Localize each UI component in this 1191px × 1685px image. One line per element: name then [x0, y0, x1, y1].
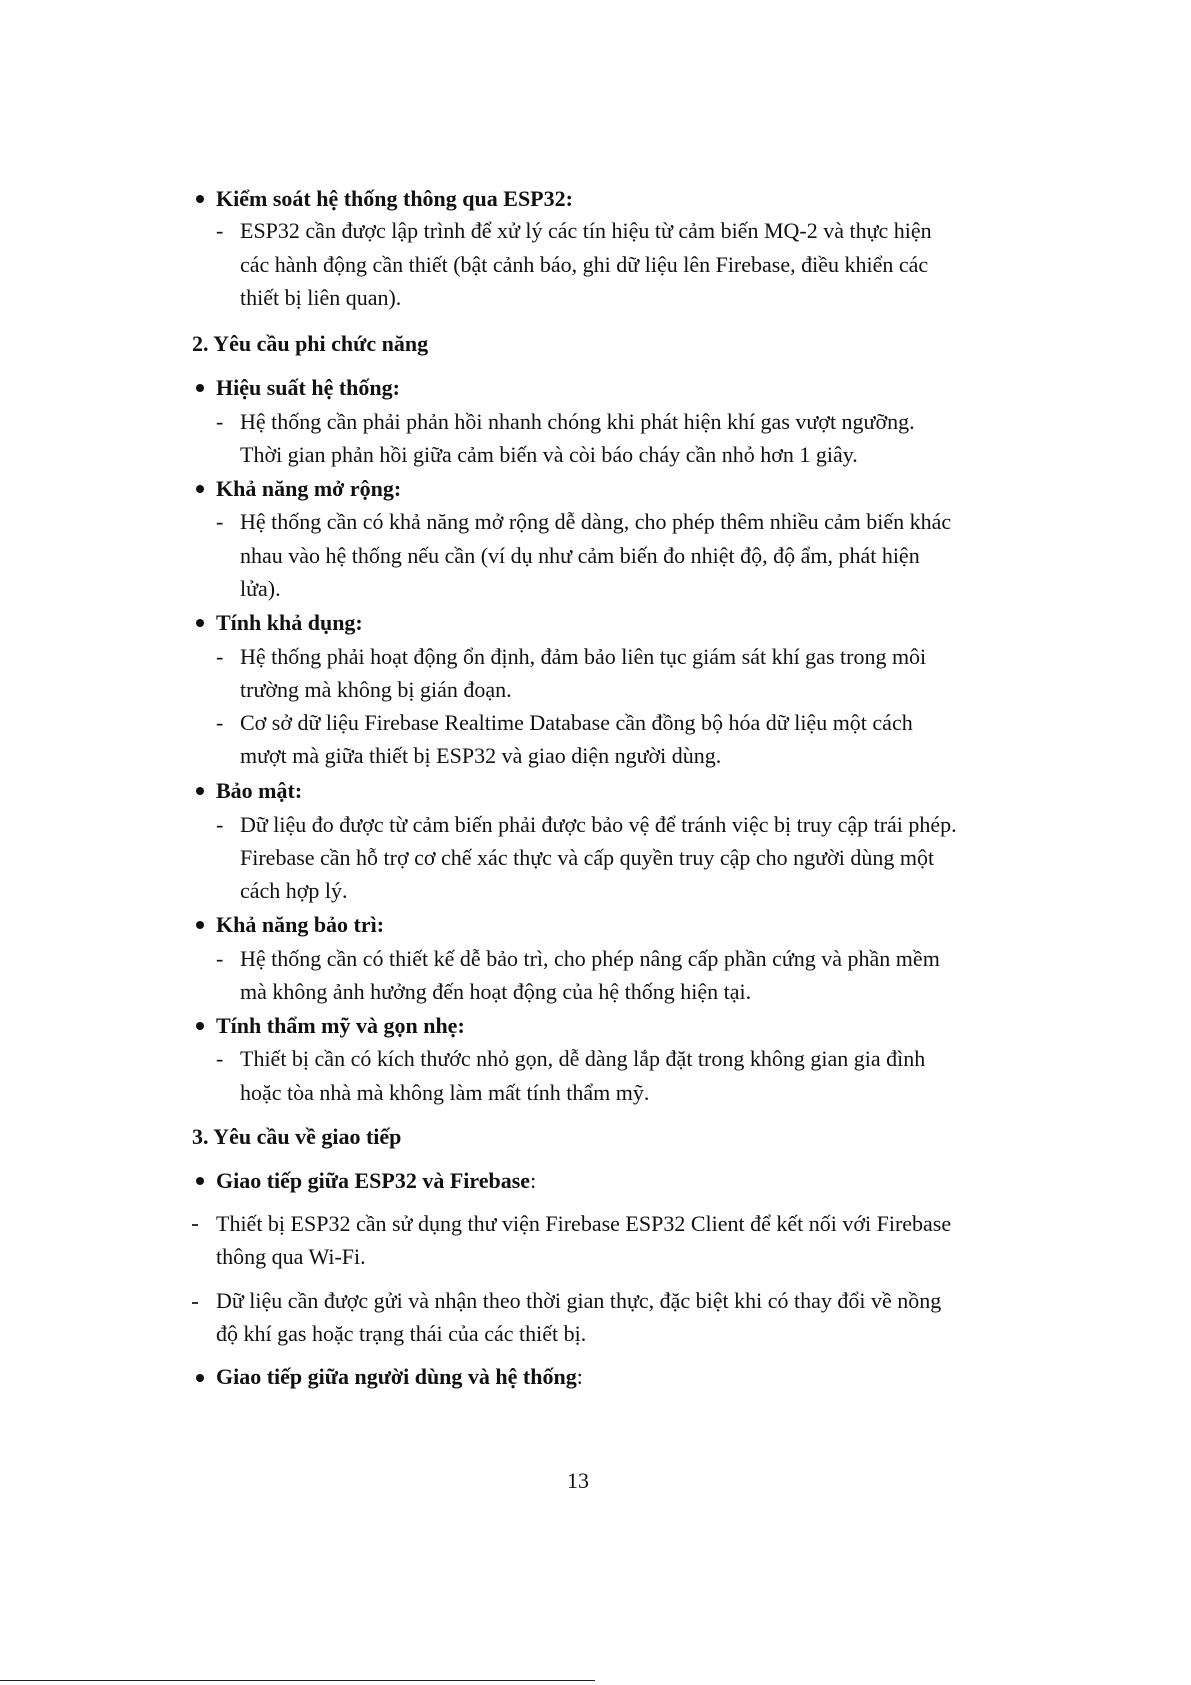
- bullet-title: Kiểm soát hệ thống thông qua ESP32:: [216, 186, 573, 211]
- bullet-icon: [196, 485, 204, 493]
- paragraph-line: cách hợp lý.: [240, 878, 348, 903]
- paragraph-line: mà không ảnh hưởng đến hoạt động của hệ thống hiện tại.: [240, 979, 752, 1004]
- bullet-title: Hiệu suất hệ thống:: [216, 375, 400, 400]
- paragraph-line: Hệ thống phải hoạt động ổn định, đảm bảo liên tục giám sát khí gas trong môi: [240, 644, 927, 669]
- paragraph-line: Thiết bị cần có kích thước nhỏ gọn, dễ dàng lắp đặt trong không gian gia đình: [240, 1046, 926, 1071]
- paragraph-line: Firebase cần hỗ trợ cơ chế xác thực và cấp quyền truy cập cho người dùng một: [240, 845, 935, 870]
- bullet-title-suffix: :: [530, 1168, 537, 1193]
- dash-marker: -: [216, 509, 224, 534]
- dash-marker: [192, 1224, 198, 1226]
- footer-rule: [0, 1680, 595, 1681]
- paragraph-line: thiết bị liên quan).: [240, 285, 402, 310]
- paragraph-line: Dữ liệu cần được gửi và nhận theo thời gian thực, đặc biệt khi có thay đổi về nồng: [216, 1288, 942, 1313]
- paragraph-line: hoặc tòa nhà mà không làm mất tính thẩm mỹ.: [240, 1080, 650, 1105]
- dash-marker: -: [216, 710, 224, 735]
- dash-marker: -: [216, 946, 224, 971]
- bullet-title: Khả năng mở rộng:: [216, 476, 402, 501]
- bullet-title-row: [216, 1362, 583, 1392]
- section-heading: 3. Yêu cầu về giao tiếp: [192, 1124, 402, 1149]
- bullet-icon: [196, 787, 204, 795]
- bullet-title: Giao tiếp giữa ESP32 và Firebase: [216, 1168, 531, 1193]
- bullet-title: Tính khả dụng:: [216, 610, 363, 635]
- dash-marker: -: [216, 812, 224, 837]
- bullet-title: Khả năng bảo trì:: [216, 912, 385, 937]
- paragraph-line: ESP32 cần được lập trình để xử lý các tín hiệu từ cảm biến MQ-2 và thực hiện: [240, 218, 932, 243]
- bullet-icon: [196, 1177, 204, 1185]
- paragraph-line: các hành động cần thiết (bật cảnh báo, ghi dữ liệu lên Firebase, điều khiển các: [240, 252, 929, 277]
- bullet-icon: [196, 1374, 204, 1382]
- bullet-title-row: [216, 1166, 536, 1196]
- bullet-icon: [196, 195, 204, 203]
- paragraph-line: trường mà không bị gián đoạn.: [240, 677, 512, 702]
- dash-marker: -: [216, 218, 224, 243]
- paragraph-line: độ khí gas hoặc trạng thái của các thiết bị.: [216, 1321, 587, 1346]
- paragraph-line: lửa).: [240, 576, 281, 601]
- paragraph-line: Hệ thống cần phải phản hồi nhanh chóng khi phát hiện khí gas vượt ngưỡng.: [240, 409, 915, 434]
- section-heading: 2. Yêu cầu phi chức năng: [192, 331, 429, 356]
- paragraph-line: mượt mà giữa thiết bị ESP32 và giao diện người dùng.: [240, 743, 722, 768]
- paragraph-line: thông qua Wi-Fi.: [216, 1244, 366, 1269]
- dash-marker: -: [216, 1046, 224, 1071]
- bullet-icon: [196, 619, 204, 627]
- paragraph-line: Cơ sở dữ liệu Firebase Realtime Database cần đồng bộ hóa dữ liệu một cách: [240, 710, 913, 735]
- paragraph-line: Hệ thống cần có thiết kế dễ bảo trì, cho phép nâng cấp phần cứng và phần mềm: [240, 946, 940, 971]
- bullet-icon: [196, 384, 204, 392]
- dash-marker: -: [216, 644, 224, 669]
- page-number: 13: [567, 1468, 589, 1493]
- bullet-title: Giao tiếp giữa người dùng và hệ thống: [216, 1364, 577, 1389]
- paragraph-line: Dữ liệu đo được từ cảm biến phải được bảo vệ để tránh việc bị truy cập trái phép.: [240, 812, 957, 837]
- dash-marker: [192, 1302, 198, 1304]
- paragraph-line: Thời gian phản hồi giữa cảm biến và còi báo cháy cần nhỏ hơn 1 giây.: [240, 442, 858, 467]
- paragraph-line: Thiết bị ESP32 cần sử dụng thư viện Firebase ESP32 Client để kết nối với Firebase: [216, 1211, 952, 1236]
- bullet-icon: [196, 921, 204, 929]
- paragraph-line: Hệ thống cần có khả năng mở rộng dễ dàng, cho phép thêm nhiều cảm biến khác: [240, 509, 952, 534]
- bullet-title-suffix: :: [576, 1364, 583, 1389]
- bullet-icon: [196, 1022, 204, 1030]
- bullet-title: Bảo mật:: [216, 778, 303, 803]
- bullet-title: Tính thẩm mỹ và gọn nhẹ:: [216, 1013, 465, 1038]
- dash-marker: -: [216, 409, 224, 434]
- paragraph-line: nhau vào hệ thống nếu cần (ví dụ như cảm biến đo nhiệt độ, độ ẩm, phát hiện: [240, 543, 920, 568]
